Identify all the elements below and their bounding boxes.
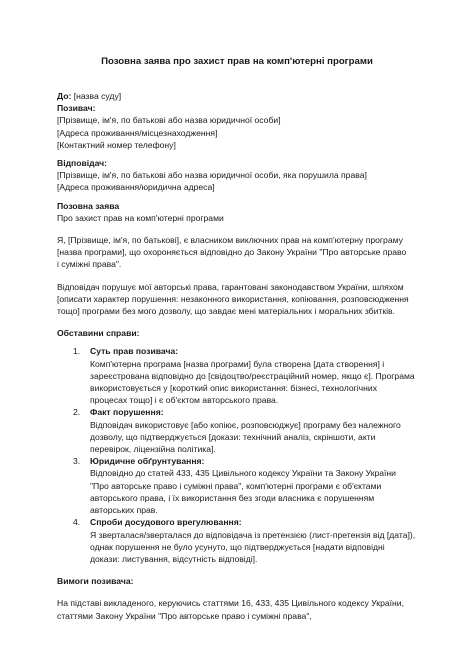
list-item	[57, 406, 434, 455]
list-item	[57, 345, 434, 406]
item-line: авторських прав.	[90, 505, 158, 516]
court-line	[57, 90, 434, 102]
item-line: однак порушення не було усунуто, що підтверджується [надати відповідні	[90, 541, 385, 552]
item-line: Відповідач використовує [або копіює, розповсюджує] програму без належного	[90, 419, 401, 430]
plaintiff-name: [Прізвище, ім'я, по батькові або назва юридичної особи]	[57, 115, 281, 126]
circumstances-heading: Обставини справи:	[57, 328, 140, 339]
defendant-address: [Адреса проживання/юридична адреса]	[57, 182, 215, 193]
court-value: [назва суду]	[73, 91, 122, 101]
item-number: 2.	[73, 407, 81, 418]
violation-paragraph-line: тощо] програми без мого дозволу, що завдає мені матеріальних і моральних збитків.	[57, 306, 395, 317]
violation-paragraph-line: [описати характер порушення: незаконного використання, копіювання, розповсюдження	[57, 293, 409, 304]
claim-label: Позовна заява	[57, 200, 120, 211]
list-item	[57, 455, 434, 516]
violation-paragraph-line: Відповідач порушує мої авторські права, гарантовані законодавством України, шляхом	[57, 281, 404, 292]
item-line: Відповідно до статей 433, 435 Цивільного кодексу України та Закону України	[90, 468, 396, 479]
item-line: процесах тощо] і є об'єктом авторського права.	[90, 395, 279, 406]
plaintiff-phone: [Контактний номер телефону]	[57, 139, 176, 150]
defendant-name: [Прізвище, ім'я, по батькові або назва юридичної особи, яка порушила права]	[57, 170, 367, 181]
plaintiff-label: Позивач:	[57, 103, 96, 114]
item-line: перевірок, ліцензійна політика].	[90, 444, 216, 455]
item-heading: Факт порушення:	[90, 407, 164, 418]
list-item	[57, 516, 434, 565]
intro-paragraph-line: і суміжні права".	[57, 259, 122, 270]
item-heading: Спроби досудового врегулювання:	[90, 517, 242, 528]
item-heading: Суть прав позивача:	[90, 346, 179, 357]
plaintiff-address: [Адреса проживання/місцезнаходження]	[57, 127, 218, 138]
item-line: Я зверталася/зверталася до відповідача із претензією (лист-претензія від [дата]),	[90, 529, 416, 540]
item-line: авторського права, і їх використання без згоди власника є порушенням	[90, 492, 375, 503]
demands-line: статтями Закону України "Про авторське право і суміжні права",	[57, 610, 312, 621]
document-body	[57, 90, 434, 622]
claim-subject: Про захист прав на комп'ютерні програми	[57, 212, 224, 223]
item-number: 4.	[73, 517, 81, 528]
item-heading: Юридичне обґрунтування:	[90, 456, 205, 467]
circumstances-list	[57, 345, 434, 565]
item-line: використовується у [короткий опис використання: бізнесі, технологічних	[90, 383, 378, 394]
item-line: зареєстрована відповідно до [свідоцтво/реєстраційний номер, якщо є]. Програма	[90, 370, 415, 381]
document-title: Позовна заява про захист прав на комп'ютерні програми	[101, 56, 373, 67]
item-number: 3.	[73, 456, 81, 467]
item-line: дозволу, що підтверджується [докази: технічний аналіз, скріншоти, акти	[90, 431, 376, 442]
intro-paragraph-line: [назва програми], що охороняється відповідно до Закону України "Про авторське право	[57, 247, 407, 258]
demands-heading: Вимоги позивача:	[57, 576, 134, 587]
defendant-label: Відповідач:	[57, 158, 108, 169]
item-line: докази: листування, відсутність відповіді].	[90, 553, 258, 564]
intro-paragraph-line: Я, [Прізвище, ім'я, по батькові], є власником виключних прав на комп'ютерну програму	[57, 235, 403, 246]
item-number: 1.	[73, 346, 81, 357]
demands-line: На підставі викладеного, керуючись статтями 16, 433, 435 Цивільного кодексу України,	[57, 598, 404, 609]
item-line: Комп'ютерна програма [назва програми] була створена [дата створення] і	[90, 358, 385, 369]
item-line: "Про авторське право і суміжні права", комп'ютерні програми є об'єктами	[90, 480, 382, 491]
court-label: До:	[57, 91, 72, 101]
